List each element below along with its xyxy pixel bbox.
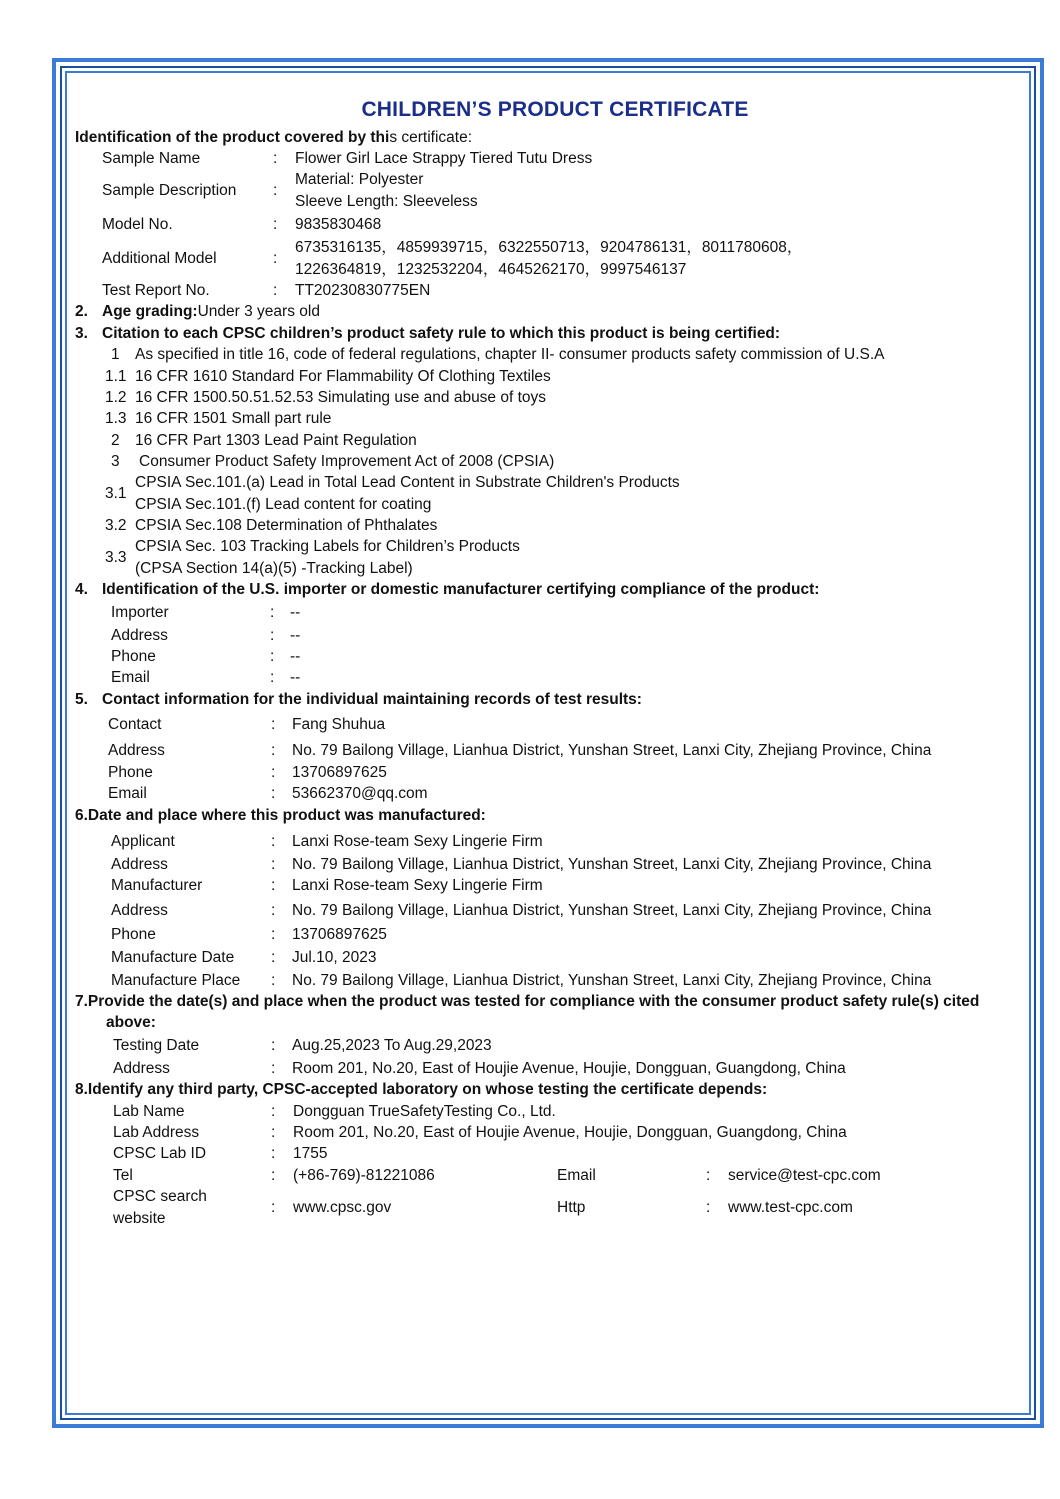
section-2-number: 2. — [75, 303, 88, 320]
testing-date-value: Aug.25,2023 To Aug.29,2023 — [292, 1037, 492, 1054]
test-report-value: TT20230830775EN — [295, 282, 431, 299]
manufacturer-label: Manufacturer — [111, 877, 203, 894]
section-1-heading: Identification of the product covered by this certificate: — [75, 129, 473, 146]
test-report-label: Test Report No. — [102, 282, 210, 299]
section-6-heading: 6.Date and place where this product was manufactured: — [75, 807, 486, 824]
age-grading: Age grading:Under 3 years old — [102, 303, 320, 320]
importer-address-value: -- — [290, 627, 301, 644]
applicant-address-label: Address — [111, 856, 168, 873]
page-title: CHILDREN’S PRODUCT CERTIFICATE — [361, 98, 749, 121]
manufacture-date-label: Manufacture Date — [111, 949, 235, 966]
rule-text-line-2: CPSIA Sec.101.(f) Lead content for coating — [135, 496, 432, 513]
contact-phone-value: 13706897625 — [292, 764, 387, 781]
contact-address-label: Address — [108, 742, 165, 759]
additional-model-line-2: 1226364819，1232532204，4645262170，9997546137 — [295, 261, 687, 278]
rule-number: 1.1 — [105, 368, 127, 385]
model-number-label: Model No. — [102, 216, 173, 233]
rule-text: CPSIA Sec. 103 Tracking Labels for Children’s Products — [135, 538, 520, 555]
importer-phone-value: -- — [290, 648, 301, 665]
sample-description-label: Sample Description — [102, 182, 237, 199]
lab-address-value: Room 201, No.20, East of Houjie Avenue, Houjie, Dongguan, Guangdong, China — [293, 1124, 847, 1141]
colon: : — [706, 1199, 711, 1216]
additional-model-label: Additional Model — [102, 250, 217, 267]
importer-address-label: Address — [111, 627, 168, 644]
contact-email-value: 53662370@qq.com — [292, 785, 428, 802]
colon: : — [270, 648, 275, 665]
rule-number: 1.2 — [105, 389, 127, 406]
rule-text: Consumer Product Safety Improvement Act of 2008 (CPSIA) — [139, 453, 555, 470]
lab-email-label: Email — [557, 1167, 596, 1184]
colon: : — [271, 785, 276, 802]
rule-number: 3.2 — [105, 517, 127, 534]
colon: : — [271, 856, 276, 873]
colon: : — [273, 250, 278, 267]
http-label: Http — [557, 1199, 586, 1216]
rule-number: 3.3 — [105, 549, 127, 566]
importer-label: Importer — [111, 604, 169, 621]
rule-text: As specified in title 16, code of federal regulations, chapter II- consumer products safety commission of U.S.A — [135, 346, 885, 363]
contact-email-label: Email — [108, 785, 147, 802]
lab-email-value: service@test-cpc.com — [728, 1167, 881, 1184]
colon: : — [271, 1060, 276, 1077]
lab-name-value: Dongguan TrueSafetyTesting Co., Ltd. — [293, 1103, 556, 1120]
colon: : — [271, 1124, 276, 1141]
rule-text: 16 CFR 1500.50.51.52.53 Simulating use and abuse of toys — [135, 389, 547, 406]
colon: : — [271, 1103, 276, 1120]
colon: : — [271, 877, 276, 894]
manufacture-place-value: No. 79 Bailong Village, Lianhua District, Yunshan Street, Lanxi City, Zhejiang Province, China — [292, 972, 932, 989]
colon: : — [271, 1037, 276, 1054]
section-7-heading-line-2: above: — [106, 1014, 156, 1031]
model-number-value: 9835830468 — [295, 216, 382, 233]
colon: : — [271, 902, 276, 919]
applicant-address-value: No. 79 Bailong Village, Lianhua District, Yunshan Street, Lanxi City, Zhejiang Province, China — [292, 856, 932, 873]
section-4-heading: Identification of the U.S. importer or domestic manufacturer certifying compliance of the product: — [102, 581, 820, 598]
colon: : — [270, 669, 275, 686]
section-4-number: 4. — [75, 581, 88, 598]
manufacture-place-label: Manufacture Place — [111, 972, 241, 989]
importer-value: -- — [290, 604, 301, 621]
rule-text: 16 CFR 1610 Standard For Flammability Of Clothing Textiles — [135, 368, 551, 385]
contact-value: Fang Shuhua — [292, 716, 386, 733]
rule-number: 1.3 — [105, 410, 127, 427]
rule-number: 2 — [111, 432, 120, 449]
manufacturer-value: Lanxi Rose-team Sexy Lingerie Firm — [292, 877, 543, 894]
colon: : — [271, 764, 276, 781]
colon: : — [271, 716, 276, 733]
section-3-number: 3. — [75, 325, 88, 342]
cpsc-search-value: www.cpsc.gov — [293, 1199, 392, 1216]
sample-description-line-1: Material: Polyester — [295, 171, 424, 188]
colon: : — [273, 216, 278, 233]
section-8-heading: 8.Identify any third party, CPSC-accepted laboratory on whose testing the certificate depends: — [75, 1081, 768, 1098]
colon: : — [271, 833, 276, 850]
rule-text: 16 CFR 1501 Small part rule — [135, 410, 332, 427]
manufacture-date-value: Jul.10, 2023 — [292, 949, 377, 966]
cpsc-search-label: CPSC search — [113, 1188, 207, 1205]
colon: : — [273, 150, 278, 167]
testing-address-label: Address — [113, 1060, 170, 1077]
colon: : — [271, 742, 276, 759]
colon: : — [270, 627, 275, 644]
applicant-value: Lanxi Rose-team Sexy Lingerie Firm — [292, 833, 543, 850]
contact-address-value: No. 79 Bailong Village, Lianhua District, Yunshan Street, Lanxi City, Zhejiang Province, China — [292, 742, 932, 759]
manufacturer-phone-value: 13706897625 — [292, 926, 387, 943]
additional-model-line-1: 6735316135，4859939715，6322550713，9204786131，8011780608， — [295, 239, 803, 256]
testing-address-value: Room 201, No.20, East of Houjie Avenue, Houjie, Dongguan, Guangdong, China — [292, 1060, 846, 1077]
cpsc-lab-id-value: 1755 — [293, 1145, 328, 1162]
manufacturer-address-label: Address — [111, 902, 168, 919]
lab-address-label: Lab Address — [113, 1124, 200, 1141]
importer-email-value: -- — [290, 669, 301, 686]
sample-name-value: Flower Girl Lace Strappy Tiered Tutu Dress — [295, 150, 593, 167]
colon: : — [271, 1167, 276, 1184]
tel-value: (+86-769)-81221086 — [293, 1167, 435, 1184]
section-5-number: 5. — [75, 691, 88, 708]
colon: : — [271, 972, 276, 989]
colon: : — [271, 949, 276, 966]
colon: : — [273, 282, 278, 299]
lab-name-label: Lab Name — [113, 1103, 185, 1120]
tel-label: Tel — [113, 1167, 133, 1184]
rule-text: 16 CFR Part 1303 Lead Paint Regulation — [135, 432, 417, 449]
colon: : — [271, 1145, 276, 1162]
rule-text: CPSIA Sec.101.(a) Lead in Total Lead Content in Substrate Children's Products — [135, 474, 680, 491]
rule-text-line-2: (CPSA Section 14(a)(5) -Tracking Label) — [135, 560, 413, 577]
section-3-heading: Citation to each CPSC children’s product safety rule to which this product is being certified: — [102, 325, 781, 342]
rule-text: CPSIA Sec.108 Determination of Phthalates — [135, 517, 438, 534]
colon: : — [706, 1167, 711, 1184]
rule-number: 3 — [111, 453, 120, 470]
colon: : — [271, 926, 276, 943]
colon: : — [270, 604, 275, 621]
rule-number: 1 — [111, 346, 120, 363]
manufacturer-address-value: No. 79 Bailong Village, Lianhua District, Yunshan Street, Lanxi City, Zhejiang Province, China — [292, 902, 932, 919]
manufacturer-phone-label: Phone — [111, 926, 156, 943]
section-5-heading: Contact information for the individual maintaining records of test results: — [102, 691, 642, 708]
testing-date-label: Testing Date — [113, 1037, 200, 1054]
colon: : — [271, 1199, 276, 1216]
colon: : — [273, 182, 278, 199]
section-7-heading: 7.Provide the date(s) and place when the product was tested for compliance with the consumer product safety rule(s) cited — [75, 993, 980, 1010]
cpsc-lab-id-label: CPSC Lab ID — [113, 1145, 207, 1162]
contact-label: Contact — [108, 716, 162, 733]
importer-phone-label: Phone — [111, 648, 156, 665]
rule-number: 3.1 — [105, 485, 127, 502]
sample-description-line-2: Sleeve Length: Sleeveless — [295, 193, 478, 210]
importer-email-label: Email — [111, 669, 150, 686]
contact-phone-label: Phone — [108, 764, 153, 781]
cpsc-search-label-line-2: website — [113, 1210, 166, 1227]
applicant-label: Applicant — [111, 833, 175, 850]
http-value: www.test-cpc.com — [728, 1199, 853, 1216]
sample-name-label: Sample Name — [102, 150, 201, 167]
